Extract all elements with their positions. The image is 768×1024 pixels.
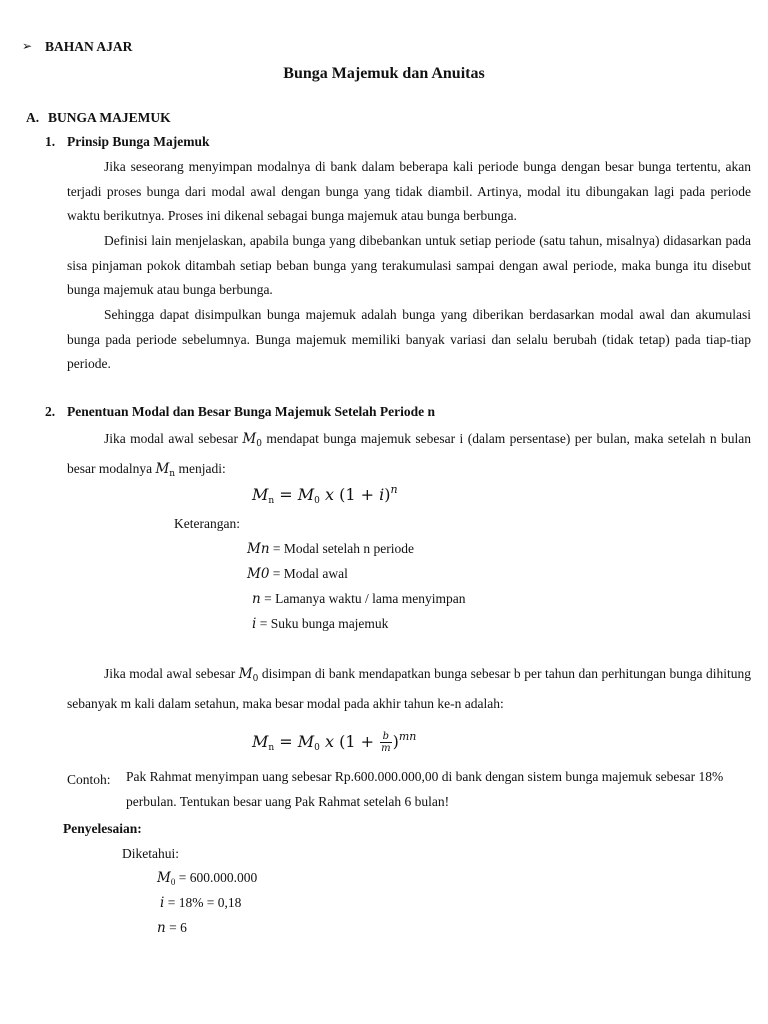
- keterangan-item: M0 = Modal awal: [247, 566, 348, 582]
- contoh-label: Contoh:: [67, 772, 111, 787]
- sub2-paragraph-2: Jika modal awal sebesar $M_0$ disimpan di bank mendapatkan bunga sebesar b per tahun dan perhitungan bunga dihitung sebanyak m kali dalam setahun, maka besar modal pada akhir tahun ke-n adalah:: [67, 666, 751, 711]
- sub2-heading: Penentuan Modal dan Besar Bunga Majemuk Setelah Periode n: [67, 404, 436, 419]
- page-title: Bunga Majemuk dan Anuitas: [283, 65, 485, 82]
- diketahui-item: n = 6: [157, 920, 187, 936]
- sub1-paragraph-3: Sehingga dapat disimpulkan bunga majemuk adalah bunga yang diberikan berdasarkan modal awal dan akumulasi bunga pada periode sebelumnya. Bunga majemuk memiliki banyak variasi dan selalu berubah (tidak tetap) pada tiap-tiap periode.: [67, 307, 751, 372]
- symbol-m0: $M_0$: [238, 666, 259, 684]
- section-a-heading: BUNGA MAJEMUK: [48, 110, 171, 125]
- diketahui-item: $M_0 = 600.000.000$: [157, 870, 258, 887]
- sub1-heading: Prinsip Bunga Majemuk: [67, 134, 210, 149]
- bullet-arrow-icon: ➢: [22, 39, 33, 53]
- contoh-text: Pak Rahmat menyimpan uang sebesar Rp.600.000.000,00 di bank dengan sistem bunga majemuk sebesar 18% perbulan. Tentukan besar uang Pak Rahmat setelah 6 bulan!: [126, 769, 724, 809]
- penyelesaian-label: Penyelesaian:: [63, 821, 142, 836]
- section-a-letter: A.: [26, 110, 40, 125]
- sub1-number: 1.: [45, 134, 56, 149]
- sub1-paragraph-2: Definisi lain menjelaskan, apabila bunga yang dibebankan untuk setiap periode (satu tahun, misalnya) didasarkan pada sisa pinjaman pokok ditambah setiap beban bunga yang terakumulasi sampai dengan awal periode, maka bunga itu disebut bunga majemuk atau bunga berbunga.: [67, 233, 751, 298]
- symbol-m0: $M_0$: [242, 431, 262, 449]
- keterangan-item: i = Suku bunga majemuk: [252, 616, 389, 632]
- header-label: BAHAN AJAR: [45, 39, 133, 54]
- keterangan-label: Keterangan:: [174, 516, 240, 531]
- sub2-number: 2.: [45, 404, 56, 419]
- formula-compound-interest-m-times: $M_n = M_0$ x (1 + $\frac{b}{m}$ )$^{mn}$: [252, 730, 417, 754]
- keterangan-item: Mn = Modal setelah n periode: [247, 541, 414, 557]
- formula-compound-interest: $M_n = M_0$ x $(1 + i)^n$: [252, 483, 398, 506]
- sub2-paragraph-1: Jika modal awal sebesar $M_0$ mendapat bunga majemuk sebesar i (dalam persentase) per bulan, maka setelah n bulan besar modalnya $M_n$ menjadi:: [67, 431, 751, 479]
- keterangan-item: n = Lamanya waktu / lama menyimpan: [252, 591, 466, 607]
- symbol-mn: $M_n$: [155, 460, 176, 479]
- diketahui-label: Diketahui:: [122, 846, 179, 861]
- diketahui-item: i = 18% = 0,18: [160, 895, 242, 911]
- sub1-paragraph-1: Jika seseorang menyimpan modalnya di bank dalam beberapa kali periode bunga dengan besar bunga tertentu, akan terjadi proses bunga dari modal awal dengan bunga yang tidak diambil. Artinya, modal itu dibungakan lagi pada periode waktu berikutnya. Proses ini dikenal sebagai bunga majemuk atau bunga berbunga.: [67, 159, 751, 224]
